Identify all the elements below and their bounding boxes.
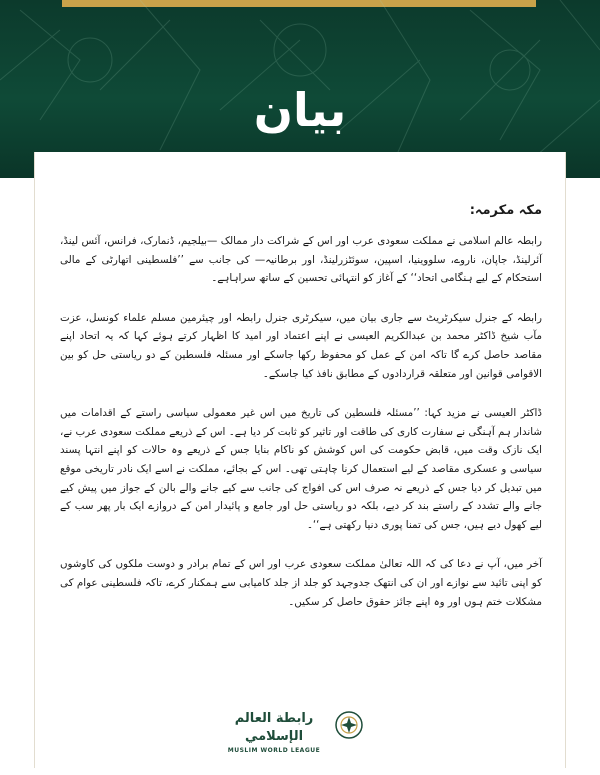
- logo-wordmark: [218, 710, 330, 756]
- footer-logo: [0, 710, 600, 754]
- statement-body: [60, 202, 542, 632]
- logo-english-text: MUSLIM WORLD LEAGUE: [227, 747, 321, 754]
- paragraph-3: ڈاکٹر العیسی نے مزید کہا: ’’مسئلہ فلسطین کی تاریخ میں اس غیر معمولی سیاسی راستے کے اقدامات میں شاندار ہم آہنگی نے سفارت کاری کی طاقت اور تاثیر کو ثابت کر دیا ہے۔ اس کے ذریعے مملکت سعودی عرب نے، ایک نازک وقت میں، قابض حکومت کی اس کوشش کو ناکام بنایا جس کے ذریعے وہ حالات کو اپنے انتہا پسند سیاسی و عسکری مقاصد کے لیے استعمال کرنا چاہتی تھی۔ اس کے بجائے، مملکت نے اسے ایک نادر تاریخی موقع میں تبدیل کر دیا جس کے ذریعے نہ صرف اس کی افواج کی جانب سے کیے جانے والے بالن کے جواز میں پیش کیے جانے والے تشدد کے راستے بند کر دیے، بلکہ دو ریاستی حل اور جامع و پائیدار امن کے دروازے ایک بار پھر سب کے لیے کھول دیے ہیں، جس کی تمنا پوری دنیا رکھتی ہے‘‘۔: [60, 407, 542, 531]
- paragraph-2: رابطہ کے جنرل سیکرٹریٹ سے جاری بیان میں، سیکرٹری جنرل رابطہ اور چیئرمین مسلم علماء کونسل، عزت مآب شیخ ڈاکٹر محمد بن عبدالکریم العیسی نے اپنے اعتماد اور امید کا اظہار کرتے ہوئے کہا کہ یہ اتحاد اپنے مقاصد حاصل کرے گا تاکہ امن کے عمل کو محفوظ رکھا جاسکے اور مسئلہ فلسطین کے دو ریاستی حل کو بین الاقوامی قوانین اور متعلقہ قراردادوں کے مطابق نافذ کیا جاسکے۔: [60, 311, 542, 380]
- dateline-location: مکہ مکرمہ:: [469, 203, 542, 218]
- page-title: بیان: [253, 83, 347, 137]
- mwl-emblem-icon: [334, 710, 364, 740]
- logo-arabic-text: رابطة العالم الإسلامي: [234, 711, 314, 744]
- paragraph-4: آخر میں، آپ نے دعا کی کہ اللہ تعالیٰ مملکت سعودی عرب اور اس کے تمام برادر و دوست ملکوں کی کاوشوں کو اپنی تائید سے نوازے اور ان کی انتھک جدوجہد کو جلد از جلد کامیابی سے ہمکنار کرے، تاکہ فلسطینی عوام کی مشکلات ختم ہوں اور وہ اپنے جائز حقوق حاصل کر سکیں۔: [60, 558, 542, 608]
- paragraph-1: رابطہ عالم اسلامی نے مملکت سعودی عرب اور اس کے شراکت دار ممالک —بیلجیم، ڈنمارک، فرانس، آئس لینڈ، آئرلینڈ، جاپان، ناروے، سلووینیا، اسپین، سوئٹزرلینڈ، اور برطانیہ— کی جانب سے ’’فلسطینی اتھارٹی کے مالی استحکام کے لیے ہنگامی اتحاد‘‘ کے آغاز کو انتہائی تحسین کے ساتھ سراہاہے۔: [60, 235, 542, 285]
